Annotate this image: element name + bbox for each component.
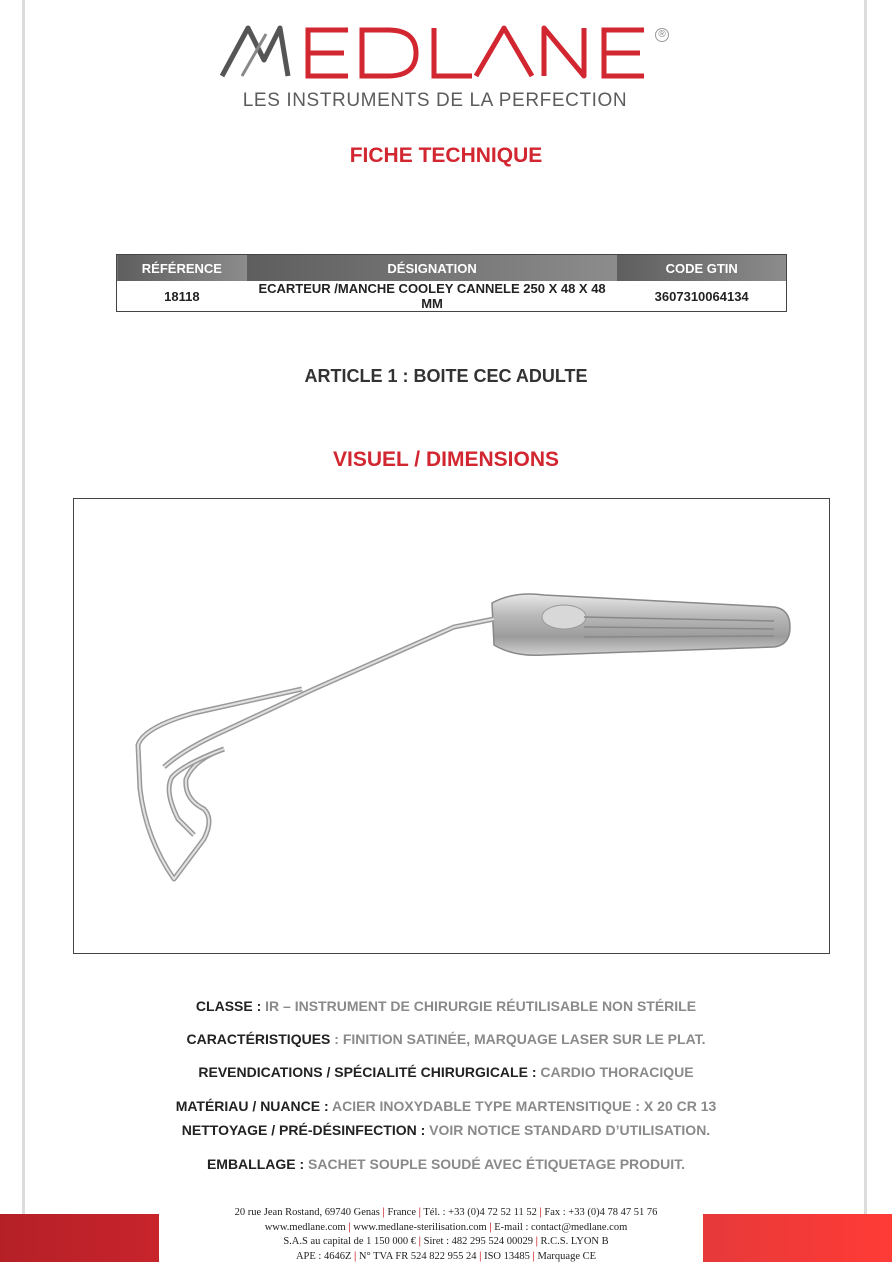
spec-emballage xyxy=(0,1156,892,1172)
spec-value: SACHET SOUPLE SOUDÉ AVEC ÉTIQUETAGE PRODUIT. xyxy=(308,1156,685,1172)
footer-line-address: 20 rue Jean Rostand, 69740 Genas | France | Tél. : +33 (0)4 72 52 11 52 | Fax : +33 (0)4 78 47 51 76 xyxy=(0,1206,892,1221)
visual-heading: VISUEL / DIMENSIONS xyxy=(0,448,892,472)
spec-label: MATÉRIAU / NUANCE : xyxy=(176,1098,332,1114)
table-header-row xyxy=(117,255,787,282)
cell-designation: ECARTEUR /MANCHE COOLEY CANNELE 250 X 48 X 48 MM xyxy=(247,281,618,312)
logo-tagline: LES INSTRUMENTS DE LA PERFECTION xyxy=(220,90,650,112)
spec-value: IR – INSTRUMENT DE CHIRURGIE RÉUTILISABLE NON STÉRILE xyxy=(265,998,696,1014)
footer-line-web: www.medlane.com | www.medlane-sterilisation.com | E-mail : contact@medlane.com xyxy=(0,1221,892,1236)
footer-email[interactable]: E-mail : contact@medlane.com xyxy=(494,1222,627,1233)
reference-table xyxy=(116,254,787,312)
footer-tva: N° TVA FR 524 822 955 24 xyxy=(359,1251,477,1262)
article-title: ARTICLE 1 : BOITE CEC ADULTE xyxy=(0,366,892,387)
spec-label: REVENDICATIONS / SPÉCIALITÉ CHIRURGICALE : xyxy=(198,1064,540,1080)
spec-value: ACIER INOXYDABLE TYPE MARTENSITIQUE : X 20 CR 13 xyxy=(332,1098,716,1114)
footer-line-legal: APE : 4646Z | N° TVA FR 524 822 955 24 | ISO 13485 | Marquage CE xyxy=(0,1250,892,1264)
footer-ce-mark: Marquage CE xyxy=(537,1251,596,1262)
footer-phone: Tél. : +33 (0)4 72 52 11 52 xyxy=(423,1207,536,1218)
spec-label: EMBALLAGE : xyxy=(207,1156,308,1172)
spec-label: NETTOYAGE / PRÉ-DÉSINFECTION : xyxy=(182,1122,429,1138)
footer-ape: APE : 4646Z xyxy=(296,1251,351,1262)
spec-value: VOIR NOTICE STANDARD D’UTILISATION. xyxy=(429,1122,710,1138)
footer-rcs: R.C.S. LYON B xyxy=(541,1236,609,1247)
spec-value: : FINITION SATINÉE, MARQUAGE LASER SUR LE PLAT. xyxy=(330,1031,705,1047)
spec-label: CARACTÉRISTIQUES xyxy=(186,1031,330,1047)
retractor-illustration xyxy=(74,499,829,953)
spec-revendications xyxy=(0,1064,892,1080)
column-header-gtin: CODE GTIN xyxy=(617,255,786,282)
footer-capital: S.A.S au capital de 1 150 000 € xyxy=(283,1236,416,1247)
spec-materiau xyxy=(0,1098,892,1114)
spec-nettoyage xyxy=(0,1122,892,1138)
spec-caracteristiques xyxy=(0,1031,892,1047)
footer-siret: Siret : 482 295 524 00029 xyxy=(424,1236,533,1247)
cell-reference: 18118 xyxy=(117,281,247,312)
footer-line-company: S.A.S au capital de 1 150 000 € | Siret : 482 295 524 00029 | R.C.S. LYON B xyxy=(0,1235,892,1250)
footer-contact xyxy=(0,1206,892,1264)
footer-address: 20 rue Jean Rostand, 69740 Genas xyxy=(235,1207,380,1218)
footer-website-link[interactable]: www.medlane.com xyxy=(265,1222,346,1233)
spec-label: CLASSE : xyxy=(196,998,265,1014)
spec-value: CARDIO THORACIQUE xyxy=(540,1064,693,1080)
footer-country: France xyxy=(387,1207,416,1218)
page-title: FICHE TECHNIQUE xyxy=(0,144,892,168)
product-image-frame xyxy=(73,498,830,954)
column-header-designation: DÉSIGNATION xyxy=(247,255,618,282)
registered-mark: ® xyxy=(655,28,669,42)
footer-iso: ISO 13485 xyxy=(484,1251,530,1262)
footer-sterilisation-link[interactable]: www.medlane-sterilisation.com xyxy=(353,1222,486,1233)
footer-fax: Fax : +33 (0)4 78 47 51 76 xyxy=(544,1207,657,1218)
table-row xyxy=(117,281,787,312)
spec-classe xyxy=(0,998,892,1014)
column-header-reference: RÉFÉRENCE xyxy=(117,255,247,282)
cell-gtin: 3607310064134 xyxy=(617,281,786,312)
